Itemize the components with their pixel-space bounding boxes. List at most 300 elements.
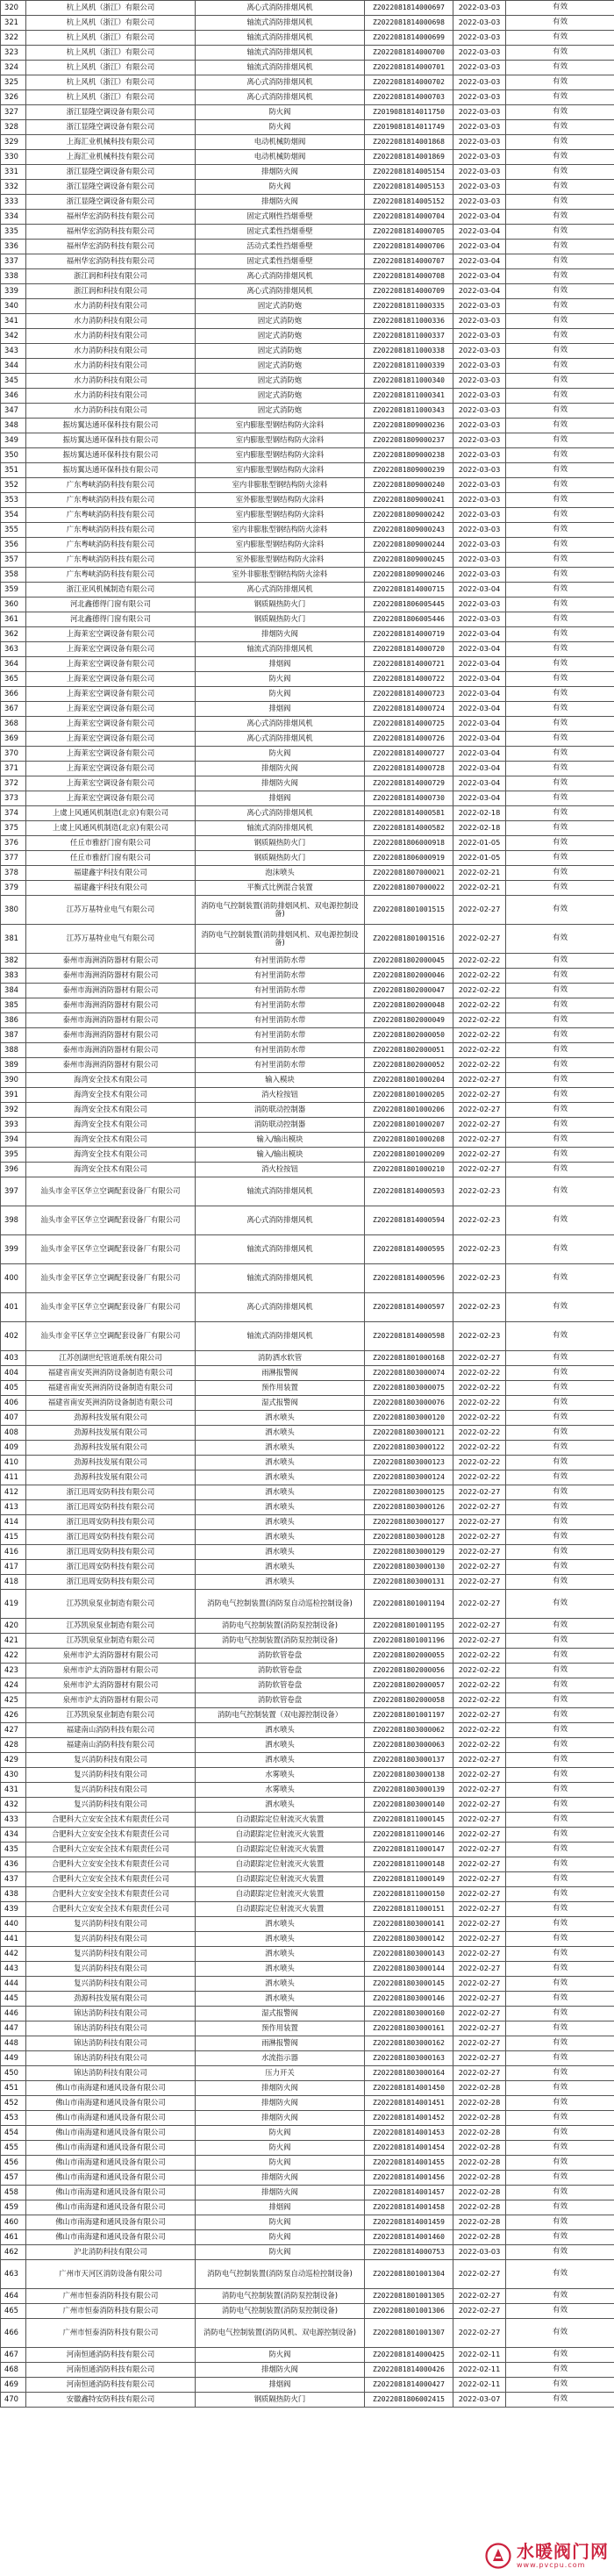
row-index: 339 <box>1 284 26 299</box>
issue-date: 2022-02-27 <box>453 925 506 954</box>
company-name: 合肥科大立安安全技术有限责任公司 <box>26 1813 196 1828</box>
certificate-number: Z2022081814001452 <box>365 2111 453 2126</box>
certificate-number: Z2022081814000725 <box>365 717 453 732</box>
issue-date: 2022-03-04 <box>453 747 506 762</box>
row-index: 371 <box>1 762 26 776</box>
product-name: 自动跟踪定位射流灭火装置 <box>196 1813 365 1828</box>
product-name: 轴流式消防排烟风机 <box>196 61 365 75</box>
status-text: 有效 <box>506 1902 614 1917</box>
issue-date: 2022-02-22 <box>453 1470 506 1485</box>
company-name: 上海莱宏空调设备有限公司 <box>26 642 196 657</box>
certificate-number: Z2022081802000058 <box>365 1693 453 1708</box>
row-index: 352 <box>1 478 26 493</box>
row-index: 321 <box>1 16 26 31</box>
company-name: 浙江迅周安防科技有限公司 <box>26 1575 196 1590</box>
product-name: 钢质隔热防火门 <box>196 612 365 627</box>
product-name: 防火阀 <box>196 2126 365 2141</box>
issue-date: 2022-02-27 <box>453 1545 506 1560</box>
status-text: 有效 <box>506 1264 614 1293</box>
company-name: 水力消防科技有限公司 <box>26 299 196 314</box>
issue-date: 2022-02-27 <box>453 2304 506 2319</box>
product-name: 离心式消防排烟风机 <box>196 717 365 732</box>
status-text: 有效 <box>506 2186 614 2200</box>
table-row <box>1 1590 614 1619</box>
row-index: 456 <box>1 2156 26 2171</box>
product-name: 固定式刚性挡烟垂壁 <box>196 210 365 225</box>
status-text: 有效 <box>506 791 614 806</box>
status-text: 有效 <box>506 597 614 612</box>
issue-date: 2022-03-03 <box>453 16 506 31</box>
status-text: 有效 <box>506 2081 614 2096</box>
row-index: 468 <box>1 2363 26 2378</box>
row-index: 440 <box>1 1917 26 1932</box>
table-row <box>1 1058 614 1073</box>
company-name: 杭上风机（浙江）有限公司 <box>26 46 196 61</box>
product-name: 固定式消防炮 <box>196 299 365 314</box>
table-row <box>1 1783 614 1798</box>
row-index: 413 <box>1 1500 26 1515</box>
certificate-number: Z2022081814000699 <box>365 31 453 46</box>
product-name: 消防电气控制装置(消防泵自动巡检控制设备) <box>196 1590 365 1619</box>
table-row <box>1 2036 614 2051</box>
issue-date: 2022-02-27 <box>453 1962 506 1977</box>
table-row <box>1 1828 614 1843</box>
table-row <box>1 135 614 150</box>
product-name: 洒水喷头 <box>196 1798 365 1813</box>
product-name: 轴流式消防排烟风机 <box>196 1235 365 1264</box>
company-name: 泰州市海洲消防器材有限公司 <box>26 984 196 998</box>
company-name: 佛山市南海建和通风设备有限公司 <box>26 2186 196 2200</box>
table-row <box>1 1902 614 1917</box>
status-text: 有效 <box>506 2348 614 2363</box>
product-name: 防火阀 <box>196 2156 365 2171</box>
certificate-number: Z2022081801000206 <box>365 1103 453 1118</box>
company-name: 福州华宏消防科技有限公司 <box>26 254 196 269</box>
product-name: 有衬里消防水带 <box>196 998 365 1013</box>
row-index: 378 <box>1 866 26 881</box>
company-name: 江苏创湖世纪管道系统有限公司 <box>26 1351 196 1366</box>
product-name: 离心式消防排烟风机 <box>196 75 365 90</box>
row-index: 322 <box>1 31 26 46</box>
issue-date: 2022-03-04 <box>453 687 506 702</box>
company-name: 合肥科大立安安全技术有限责任公司 <box>26 1872 196 1887</box>
company-name: 水力消防科技有限公司 <box>26 329 196 344</box>
product-name: 钢质隔热防火门 <box>196 597 365 612</box>
company-name: 上虞上风通风机制造(北京)有限公司 <box>26 821 196 836</box>
issue-date: 2022-02-27 <box>453 1103 506 1118</box>
certificate-number: Z2022081803000128 <box>365 1530 453 1545</box>
product-name: 防火阀 <box>196 2230 365 2245</box>
issue-date: 2022-02-18 <box>453 806 506 821</box>
certificate-number: Z2022081814000724 <box>365 702 453 717</box>
certificate-number: Z2022081814001459 <box>365 2215 453 2230</box>
row-index: 463 <box>1 2260 26 2289</box>
table-row <box>1 776 614 791</box>
table-row <box>1 254 614 269</box>
table-row <box>1 627 614 642</box>
product-name: 离心式消防排烟风机 <box>196 583 365 597</box>
row-index: 397 <box>1 1177 26 1206</box>
table-row <box>1 1947 614 1962</box>
certificate-number: Z2022081814000707 <box>365 254 453 269</box>
product-name: 输入/输出模块 <box>196 1133 365 1148</box>
company-name: 广东粤峡消防科技有限公司 <box>26 523 196 538</box>
status-text: 有效 <box>506 836 614 851</box>
issue-date: 2022-02-27 <box>453 1133 506 1148</box>
company-name: 泰州市海洲消防器材有限公司 <box>26 1058 196 1073</box>
site-watermark <box>485 2542 609 2569</box>
issue-date: 2022-03-04 <box>453 240 506 254</box>
certificate-number: Z2022081803000131 <box>365 1575 453 1590</box>
table-row <box>1 1932 614 1947</box>
row-index: 405 <box>1 1381 26 1396</box>
company-name: 广州市恒泰消防科技有限公司 <box>26 2289 196 2304</box>
product-name: 防火阀 <box>196 120 365 135</box>
certificate-number: Z2022081814000596 <box>365 1264 453 1293</box>
product-name: 雨淋报警阀 <box>196 2036 365 2051</box>
company-name: 上海莱宏空调设备有限公司 <box>26 672 196 687</box>
row-index: 374 <box>1 806 26 821</box>
certificate-number: Z2022081801001195 <box>365 1619 453 1634</box>
certificate-number: Z2022081803000123 <box>365 1456 453 1470</box>
certificate-number: Z2022081814000729 <box>365 776 453 791</box>
company-name: 广东粤峡消防科技有限公司 <box>26 508 196 523</box>
status-text: 有效 <box>506 1133 614 1148</box>
status-text: 有效 <box>506 463 614 478</box>
table-row <box>1 612 614 627</box>
row-index: 393 <box>1 1118 26 1133</box>
row-index: 346 <box>1 389 26 404</box>
status-text: 有效 <box>506 1515 614 1530</box>
product-name: 洒水喷头 <box>196 1738 365 1753</box>
watermark-title: 水暖阀门网 <box>517 2541 609 2562</box>
product-name: 防火阀 <box>196 687 365 702</box>
row-index: 407 <box>1 1411 26 1426</box>
company-name: 合肥科大立安安全技术有限责任公司 <box>26 1828 196 1843</box>
table-row <box>1 747 614 762</box>
table-row <box>1 2319 614 2348</box>
company-name: 合肥科大立安安全技术有限责任公司 <box>26 1843 196 1857</box>
table-row <box>1 2051 614 2066</box>
company-name: 福建省南安英洲消防设备制造有限公司 <box>26 1366 196 1381</box>
company-name: 浙江显隆空调设备有限公司 <box>26 120 196 135</box>
table-row <box>1 998 614 1013</box>
product-name: 洒水喷头 <box>196 1932 365 1947</box>
certificate-number: Z2022081814000730 <box>365 791 453 806</box>
certificate-number: Z2022081811000343 <box>365 404 453 419</box>
table-row <box>1 419 614 433</box>
company-name: 浙江迅周安防科技有限公司 <box>26 1545 196 1560</box>
status-text: 有效 <box>506 1426 614 1441</box>
company-name: 劲源科技发展有限公司 <box>26 1456 196 1470</box>
table-row <box>1 448 614 463</box>
product-name: 湿式报警阀 <box>196 2007 365 2021</box>
issue-date: 2022-02-27 <box>453 2319 506 2348</box>
issue-date: 2022-02-22 <box>453 1028 506 1043</box>
issue-date: 2022-02-22 <box>453 1649 506 1664</box>
certificate-number: Z2022081809000237 <box>365 433 453 448</box>
product-name: 排烟防火阀 <box>196 2171 365 2186</box>
certificate-number: Z2022081809000239 <box>365 463 453 478</box>
table-row <box>1 1500 614 1515</box>
product-name: 平衡式比例混合装置 <box>196 881 365 896</box>
issue-date: 2022-02-22 <box>453 1456 506 1470</box>
status-text: 有效 <box>506 1887 614 1902</box>
issue-date: 2022-03-03 <box>453 135 506 150</box>
status-text: 有效 <box>506 1381 614 1396</box>
certificate-number: Z2022081814000598 <box>365 1322 453 1351</box>
table-row <box>1 806 614 821</box>
status-text: 有效 <box>506 881 614 896</box>
certificate-number: Z2022081803000075 <box>365 1381 453 1396</box>
company-name: 广州市天河区消防设备有限公司 <box>26 2260 196 2289</box>
status-text: 有效 <box>506 359 614 374</box>
product-name: 水雾喷头 <box>196 1783 365 1798</box>
company-name: 杭上风机（浙江）有限公司 <box>26 75 196 90</box>
table-row <box>1 1411 614 1426</box>
issue-date: 2022-03-04 <box>453 717 506 732</box>
product-name: 洒水喷头 <box>196 1560 365 1575</box>
table-row <box>1 1753 614 1768</box>
table-row <box>1 538 614 553</box>
certificate-number: Z2022081801000208 <box>365 1133 453 1148</box>
certificate-number: Z2022081802000048 <box>365 998 453 1013</box>
product-name: 防火阀 <box>196 747 365 762</box>
product-name: 自动跟踪定位射流灭火装置 <box>196 1857 365 1872</box>
company-name: 浙江显隆空调设备有限公司 <box>26 180 196 195</box>
certificate-number: Z2022081802000051 <box>365 1043 453 1058</box>
company-name: 上海莱宏空调设备有限公司 <box>26 732 196 747</box>
table-row <box>1 1872 614 1887</box>
status-text: 有效 <box>506 1163 614 1177</box>
certificate-number: Z2022081803000126 <box>365 1500 453 1515</box>
issue-date: 2022-02-27 <box>453 1992 506 2007</box>
row-index: 423 <box>1 1664 26 1678</box>
status-text: 有效 <box>506 254 614 269</box>
row-index: 458 <box>1 2186 26 2200</box>
status-text: 有效 <box>506 105 614 120</box>
company-name: 上海莱宏空调设备有限公司 <box>26 747 196 762</box>
table-row <box>1 344 614 359</box>
product-name: 排烟防火阀 <box>196 776 365 791</box>
table-row <box>1 1634 614 1649</box>
issue-date: 2022-03-04 <box>453 627 506 642</box>
certificate-number: Z2022081814000697 <box>365 1 453 16</box>
table-row <box>1 1013 614 1028</box>
issue-date: 2022-03-03 <box>453 612 506 627</box>
status-text: 有效 <box>506 2230 614 2245</box>
issue-date: 2022-03-03 <box>453 448 506 463</box>
row-index: 439 <box>1 1902 26 1917</box>
product-name: 轴流式消防排烟风机 <box>196 1322 365 1351</box>
table-row <box>1 1857 614 1872</box>
table-row <box>1 1293 614 1322</box>
company-name: 沪北消防科技有限公司 <box>26 2245 196 2260</box>
row-index: 381 <box>1 925 26 954</box>
product-name: 固定式消防炮 <box>196 389 365 404</box>
row-index: 355 <box>1 523 26 538</box>
status-text: 有效 <box>506 329 614 344</box>
status-text: 有效 <box>506 1768 614 1783</box>
issue-date: 2022-02-27 <box>453 1828 506 1843</box>
company-name: 浙江迅周安防科技有限公司 <box>26 1515 196 1530</box>
status-text: 有效 <box>506 627 614 642</box>
table-row <box>1 225 614 240</box>
row-index: 464 <box>1 2289 26 2304</box>
row-index: 334 <box>1 210 26 225</box>
table-row <box>1 120 614 135</box>
row-index: 335 <box>1 225 26 240</box>
product-name: 轴流式消防排烟风机 <box>196 642 365 657</box>
table-row <box>1 31 614 46</box>
company-name: 上海莱宏空调设备有限公司 <box>26 627 196 642</box>
product-name: 消防软管卷盘 <box>196 1649 365 1664</box>
table-row <box>1 389 614 404</box>
issue-date: 2022-02-28 <box>453 2141 506 2156</box>
product-name: 室外膨胀型钢结构防火涂料 <box>196 553 365 568</box>
issue-date: 2022-02-11 <box>453 2348 506 2363</box>
company-name: 江苏凯泉泵业制造有限公司 <box>26 1634 196 1649</box>
company-name: 汕头市金平区华立空调配套设备厂有限公司 <box>26 1177 196 1206</box>
status-text: 有效 <box>506 1857 614 1872</box>
row-index: 343 <box>1 344 26 359</box>
issue-date: 2022-03-03 <box>453 1 506 16</box>
table-row <box>1 1575 614 1590</box>
product-name: 离心式消防排烟风机 <box>196 284 365 299</box>
issue-date: 2022-03-03 <box>453 329 506 344</box>
product-name: 消防联动控制器 <box>196 1118 365 1133</box>
certificate-number: Z2022081814000719 <box>365 627 453 642</box>
issue-date: 2022-03-03 <box>453 31 506 46</box>
issue-date: 2022-02-22 <box>453 1738 506 1753</box>
certificate-number: Z2022081814000595 <box>365 1235 453 1264</box>
certificate-number: Z2022081807000022 <box>365 881 453 896</box>
product-name: 活动式柔性挡烟垂壁 <box>196 240 365 254</box>
row-index: 445 <box>1 1992 26 2007</box>
table-row <box>1 1619 614 1634</box>
status-text: 有效 <box>506 1028 614 1043</box>
issue-date: 2022-02-27 <box>453 1768 506 1783</box>
row-index: 332 <box>1 180 26 195</box>
table-row <box>1 433 614 448</box>
product-name: 排烟防火阀 <box>196 2096 365 2111</box>
certificate-number: Z2022081811000337 <box>365 329 453 344</box>
row-index: 460 <box>1 2215 26 2230</box>
row-index: 385 <box>1 998 26 1013</box>
certificate-number: Z2022081803000163 <box>365 2051 453 2066</box>
issue-date: 2022-02-27 <box>453 1073 506 1088</box>
issue-date: 2022-02-27 <box>453 1932 506 1947</box>
company-name: 浙江迅周安防科技有限公司 <box>26 1485 196 1500</box>
row-index: 389 <box>1 1058 26 1073</box>
certificate-number: Z2022081803000161 <box>365 2021 453 2036</box>
company-name: 福建南山消防科技有限公司 <box>26 1738 196 1753</box>
row-index: 417 <box>1 1560 26 1575</box>
product-name: 洒水喷头 <box>196 1530 365 1545</box>
product-name: 室外非膨胀型钢结构防火涂料 <box>196 568 365 583</box>
status-text: 有效 <box>506 2036 614 2051</box>
table-row <box>1 61 614 75</box>
company-name: 佛山市南海建和通风设备有限公司 <box>26 2171 196 2186</box>
issue-date: 2022-02-22 <box>453 954 506 969</box>
row-index: 465 <box>1 2304 26 2319</box>
company-name: 佛山市南海建和通风设备有限公司 <box>26 2156 196 2171</box>
issue-date: 2022-02-27 <box>453 1857 506 1872</box>
status-text: 有效 <box>506 1619 614 1634</box>
certificate-number: Z2022081803000121 <box>365 1426 453 1441</box>
certificate-number: Z2022081803000146 <box>365 1992 453 2007</box>
company-name: 劲源科技发展有限公司 <box>26 1426 196 1441</box>
row-index: 351 <box>1 463 26 478</box>
row-index: 350 <box>1 448 26 463</box>
certificate-number: Z2022081802000057 <box>365 1678 453 1693</box>
issue-date: 2022-02-28 <box>453 2126 506 2141</box>
issue-date: 2022-03-04 <box>453 642 506 657</box>
certificate-number: Z2022081803000162 <box>365 2036 453 2051</box>
row-index: 452 <box>1 2096 26 2111</box>
product-name: 室内非膨胀型钢结构防火涂料 <box>196 523 365 538</box>
company-name: 任丘市雅舒门窗有限公司 <box>26 851 196 866</box>
status-text: 有效 <box>506 1 614 16</box>
status-text: 有效 <box>506 1798 614 1813</box>
certificate-number: Z2022081803000074 <box>365 1366 453 1381</box>
status-text: 有效 <box>506 1992 614 2007</box>
status-text: 有效 <box>506 1962 614 1977</box>
issue-date: 2022-02-27 <box>453 1118 506 1133</box>
issue-date: 2022-03-03 <box>453 195 506 210</box>
product-name: 消防电气控制装置(消防风机、双电源控制设备) <box>196 2319 365 2348</box>
company-name: 广东粤峡消防科技有限公司 <box>26 538 196 553</box>
certificate-number: Z2022081801000207 <box>365 1118 453 1133</box>
certificate-number: Z2022081811000147 <box>365 1843 453 1857</box>
status-text: 有效 <box>506 299 614 314</box>
row-index: 331 <box>1 165 26 180</box>
table-row <box>1 1917 614 1932</box>
row-index: 450 <box>1 2066 26 2081</box>
issue-date: 2022-03-03 <box>453 120 506 135</box>
row-index: 394 <box>1 1133 26 1148</box>
table-row <box>1 1028 614 1043</box>
table-row <box>1 1073 614 1088</box>
table-row <box>1 2200 614 2215</box>
row-index: 398 <box>1 1206 26 1235</box>
company-name: 河南恒通消防科技有限公司 <box>26 2363 196 2378</box>
row-index: 402 <box>1 1322 26 1351</box>
company-name: 浙江润和科技有限公司 <box>26 269 196 284</box>
status-text: 有效 <box>506 1872 614 1887</box>
table-row <box>1 2289 614 2304</box>
company-name: 浙江亚风机械制造有限公司 <box>26 583 196 597</box>
issue-date: 2022-02-22 <box>453 1411 506 1426</box>
issue-date: 2022-03-03 <box>453 180 506 195</box>
product-name: 洒水喷头 <box>196 1575 365 1590</box>
certificate-number: Z2022081803000076 <box>365 1396 453 1411</box>
product-name: 室内膨胀型钢结构防火涂料 <box>196 463 365 478</box>
row-index: 406 <box>1 1396 26 1411</box>
status-text: 有效 <box>506 762 614 776</box>
issue-date: 2022-03-04 <box>453 702 506 717</box>
certificate-number: Z2022081803000137 <box>365 1753 453 1768</box>
status-text: 有效 <box>506 150 614 165</box>
row-index: 358 <box>1 568 26 583</box>
issue-date: 2022-02-23 <box>453 1177 506 1206</box>
company-name: 水力消防科技有限公司 <box>26 374 196 389</box>
product-name: 防火阀 <box>196 2215 365 2230</box>
table-row <box>1 1118 614 1133</box>
table-row <box>1 1708 614 1723</box>
status-text: 有效 <box>506 2245 614 2260</box>
table-row <box>1 1560 614 1575</box>
